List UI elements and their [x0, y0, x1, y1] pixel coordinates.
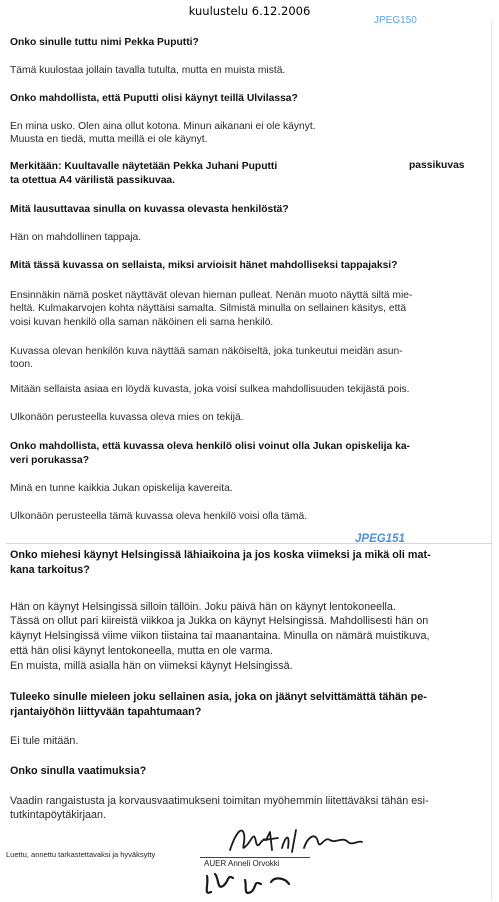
scan-edge-line [491, 20, 492, 900]
confirmation-label: Luettu, annettu tarkastettavaksi ja hyväksytty [6, 850, 156, 859]
handwritten-signature [226, 822, 366, 858]
p2-answer-1-line-3: käynyt Helsingissä viime viikon tiistaina tai maanantaina. Minulla on nämärä muistikuva, [10, 630, 430, 642]
question-1: Onko sinulle tuttu nimi Pekka Puputti? [10, 37, 199, 48]
signer-name: AUER Anneli Orvokki [204, 859, 280, 868]
answer-9: Ulkonäön perusteella tämä kuvassa oleva henkilö voisi olla tämä. [10, 511, 308, 522]
p2-answer-1-line-1: Hän on käynyt Helsingissä silloin tällöin. Joku päivä hän on käynyt lentokoneella. [10, 601, 396, 613]
question-4: Mitä tässä kuvassa on sellaista, miksi arvioisit hänet mahdolliseksi tappajaksi? [10, 260, 398, 271]
signature-line [200, 857, 310, 858]
p2-question-1-line-1: Onko miehesi käynyt Helsingissä lähiaikoina ja jos koska viimeksi ja mikä oli mat- [10, 549, 431, 561]
page-label-jpeg150: JPEG150 [374, 15, 417, 26]
p2-answer-1-line-2: Tässä on ollut pari kiireistä viikkoa ja Jukka on käynyt Helsingissä. Mahdollisesti hän on [10, 615, 429, 627]
answer-2-line-2: Muusta en tiedä, mutta meillä ei ole käynyt. [10, 134, 208, 145]
answer-3: Hän on mahdollinen tappaja. [10, 232, 142, 243]
answer-4-line-2: heltä. Kulmakarvojen kohta näyttäisi samalta. Silmistä minulla on sellainen käsitys, että [10, 303, 407, 314]
p2-answer-2: Ei tule mitään. [10, 735, 79, 747]
answer-4-line-3: voisi kuvan henkilö olla saman näköinen eli sama henkilö. [10, 317, 274, 328]
answer-6: Mitään sellaista asiaa en löydä kuvasta, joka voisi sulkea mahdollisuuden tekijästä pois. [10, 384, 410, 395]
note-side-text: passikuvas [409, 160, 465, 171]
question-5-line-2: veri porukassa? [10, 455, 89, 466]
p2-answer-1-line-4: että hän olisi käynyt lentokoneella, mutta en ole varma. [10, 645, 273, 657]
document-header: kuulustelu 6.12.2006 [188, 4, 311, 18]
note-line-1: Merkitään: Kuultavalle näytetään Pekka Juhani Puputti [10, 161, 278, 172]
p2-question-2-line-2: rjantaiyöhön liittyvään tapahtumaan? [10, 706, 202, 718]
p2-answer-1-line-5: En muista, millä asialla hän on viimeksi käynyt Helsingissä. [10, 660, 293, 672]
answer-5-line-2: toon. [10, 359, 33, 370]
answer-4-line-1: Ensinnäkin nämä posket näyttävät olevan hieman pulleat. Nenän muoto näyttä siltä mie- [10, 290, 413, 301]
answer-7: Ulkonäön perusteella kuvassa oleva mies on tekijä. [10, 412, 244, 423]
p2-question-2-line-1: Tuleeko sinulle mieleen joku sellainen asia, joka on jäänyt selvittämättä tähän pe- [10, 691, 427, 703]
page-divider [6, 543, 492, 544]
answer-1: Tämä kuulostaa jollain tavalla tutulta, mutta en muista mistä. [10, 65, 286, 76]
answer-2-line-1: En mina usko. Olen aina ollut kotona. Minun aikanani ei ole käynyt. [10, 121, 316, 132]
answer-8: Minä en tunne kaikkia Jukan opiskelija kavereita. [10, 483, 233, 494]
question-2: Onko mahdollista, että Puputti olisi käynyt teillä Ulvilassa? [10, 93, 298, 104]
p2-question-1-line-2: kana tarkoitus? [10, 564, 90, 576]
note-line-2: ta otettua A4 värilistä passikuvaa. [10, 175, 176, 186]
question-3: Mitä lausuttavaa sinulla on kuvassa olevasta henkilöstä? [10, 204, 289, 215]
p2-question-3: Onko sinulla vaatimuksia? [10, 765, 147, 777]
second-signature-mark [193, 862, 313, 902]
question-5-line-1: Onko mahdollista, että kuvassa oleva henkilö olisi voinut olla Jukan opiskelija ka- [10, 441, 410, 452]
p2-answer-3-line-2: tutkintapöytäkirjaan. [10, 809, 107, 821]
p2-answer-3-line-1: Vaadin rangaistusta ja korvausvaatimukseni toimitan myöhemmin liitettäväksi tähän esi- [10, 795, 429, 807]
page-label-jpeg151: JPEG151 [355, 533, 405, 545]
answer-5-line-1: Kuvassa olevan henkilön kuva näyttää saman näköiseltä, joka tunkeutui meidän asun- [10, 346, 403, 357]
